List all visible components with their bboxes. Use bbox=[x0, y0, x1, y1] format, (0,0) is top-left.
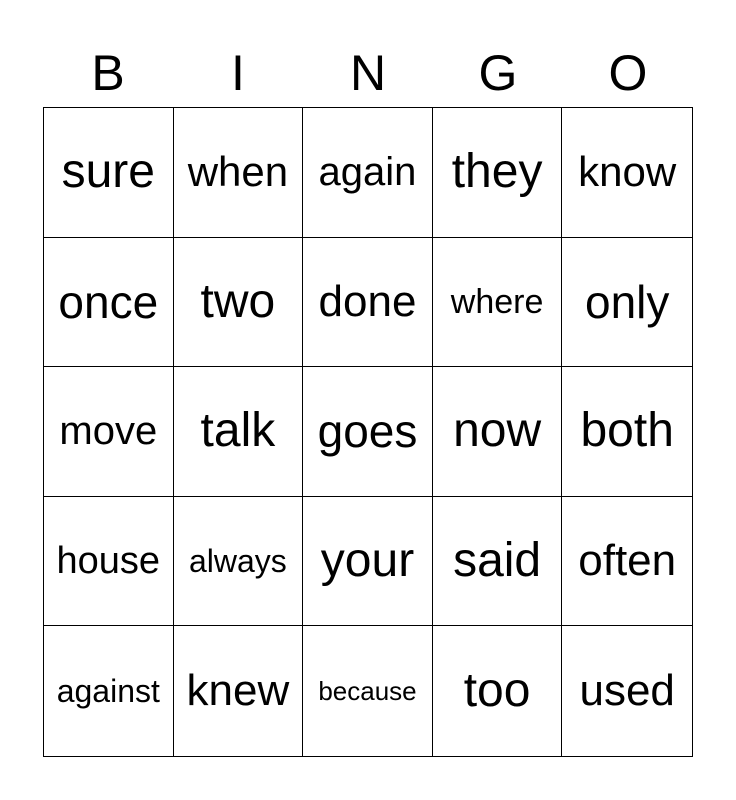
bingo-cell[interactable]: move bbox=[44, 367, 174, 497]
bingo-cell[interactable]: done bbox=[303, 238, 433, 368]
bingo-cell[interactable]: your bbox=[303, 497, 433, 627]
bingo-header bbox=[43, 42, 693, 104]
header-letter-b: B bbox=[91, 45, 125, 101]
bingo-cell[interactable]: said bbox=[433, 497, 563, 627]
bingo-cell[interactable]: used bbox=[579, 666, 675, 716]
header-letter-g: G bbox=[478, 45, 518, 101]
bingo-cell[interactable]: when bbox=[174, 108, 304, 238]
bingo-cell[interactable]: often bbox=[562, 497, 692, 627]
bingo-cell[interactable]: knew bbox=[174, 626, 304, 756]
header-letter-i: I bbox=[231, 45, 245, 101]
bingo-cell[interactable]: only bbox=[562, 238, 692, 368]
bingo-cell[interactable]: sure bbox=[44, 108, 174, 238]
bingo-cell[interactable]: again bbox=[303, 108, 433, 238]
bingo-cell[interactable]: because bbox=[303, 626, 433, 756]
bingo-cell[interactable]: too bbox=[433, 626, 563, 756]
bingo-cell[interactable]: know bbox=[562, 108, 692, 238]
bingo-cell[interactable]: against bbox=[44, 626, 174, 756]
bingo-cell[interactable]: goes bbox=[303, 367, 433, 497]
bingo-cell[interactable]: they bbox=[433, 108, 563, 238]
bingo-cell[interactable]: talk bbox=[174, 367, 304, 497]
bingo-cell[interactable]: two bbox=[174, 238, 304, 368]
header-letter-o: O bbox=[608, 45, 648, 101]
bingo-cell[interactable]: once bbox=[44, 238, 174, 368]
header-letter-n: N bbox=[349, 45, 387, 101]
bingo-cell[interactable]: both bbox=[562, 367, 692, 497]
bingo-cell[interactable]: now bbox=[433, 367, 563, 497]
bingo-cell[interactable]: always bbox=[174, 497, 304, 627]
bingo-cell[interactable]: where bbox=[433, 238, 563, 368]
bingo-board bbox=[43, 107, 693, 757]
bingo-cell[interactable]: house bbox=[44, 497, 174, 627]
